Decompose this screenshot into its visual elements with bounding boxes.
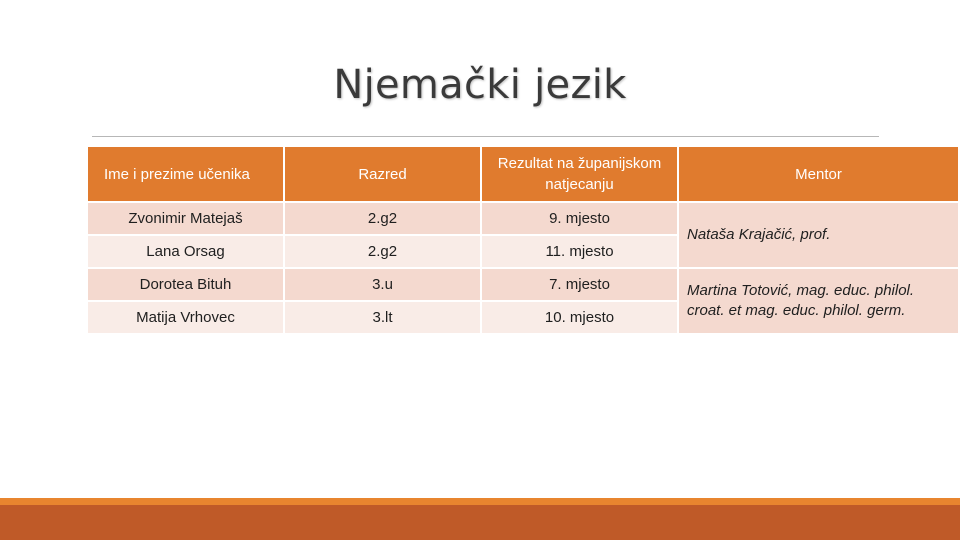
table-header-row bbox=[88, 147, 958, 201]
student-grade: 2.g2 bbox=[285, 236, 480, 267]
student-name: Zvonimir Matejaš bbox=[88, 203, 283, 234]
student-name: Lana Orsag bbox=[88, 236, 283, 267]
student-grade: 2.g2 bbox=[285, 203, 480, 234]
student-grade: 3.u bbox=[285, 269, 480, 300]
mentor-cell: Martina Totović, mag. educ. philol. croat. et mag. educ. philol. germ. bbox=[679, 269, 958, 333]
student-result: 11. mjesto bbox=[482, 236, 677, 267]
student-grade: 3.lt bbox=[285, 302, 480, 333]
header-grade: Razred bbox=[285, 147, 480, 201]
student-result: 10. mjesto bbox=[482, 302, 677, 333]
table-row bbox=[88, 269, 958, 300]
slide-title: Njemački jezik bbox=[333, 62, 627, 108]
footer-accent-bar bbox=[0, 498, 960, 505]
results-table bbox=[86, 145, 960, 335]
student-name: Matija Vrhovec bbox=[88, 302, 283, 333]
footer-bar bbox=[0, 505, 960, 540]
header-student: Ime i prezime učenika bbox=[88, 147, 283, 201]
student-result: 9. mjesto bbox=[482, 203, 677, 234]
header-mentor: Mentor bbox=[679, 147, 958, 201]
header-result: Rezultat na županijskom natjecanju bbox=[482, 147, 677, 201]
mentor-cell: Nataša Krajačić, prof. bbox=[679, 203, 958, 267]
student-result: 7. mjesto bbox=[482, 269, 677, 300]
student-name: Dorotea Bituh bbox=[88, 269, 283, 300]
title-divider bbox=[92, 136, 879, 137]
table-row bbox=[88, 203, 958, 234]
